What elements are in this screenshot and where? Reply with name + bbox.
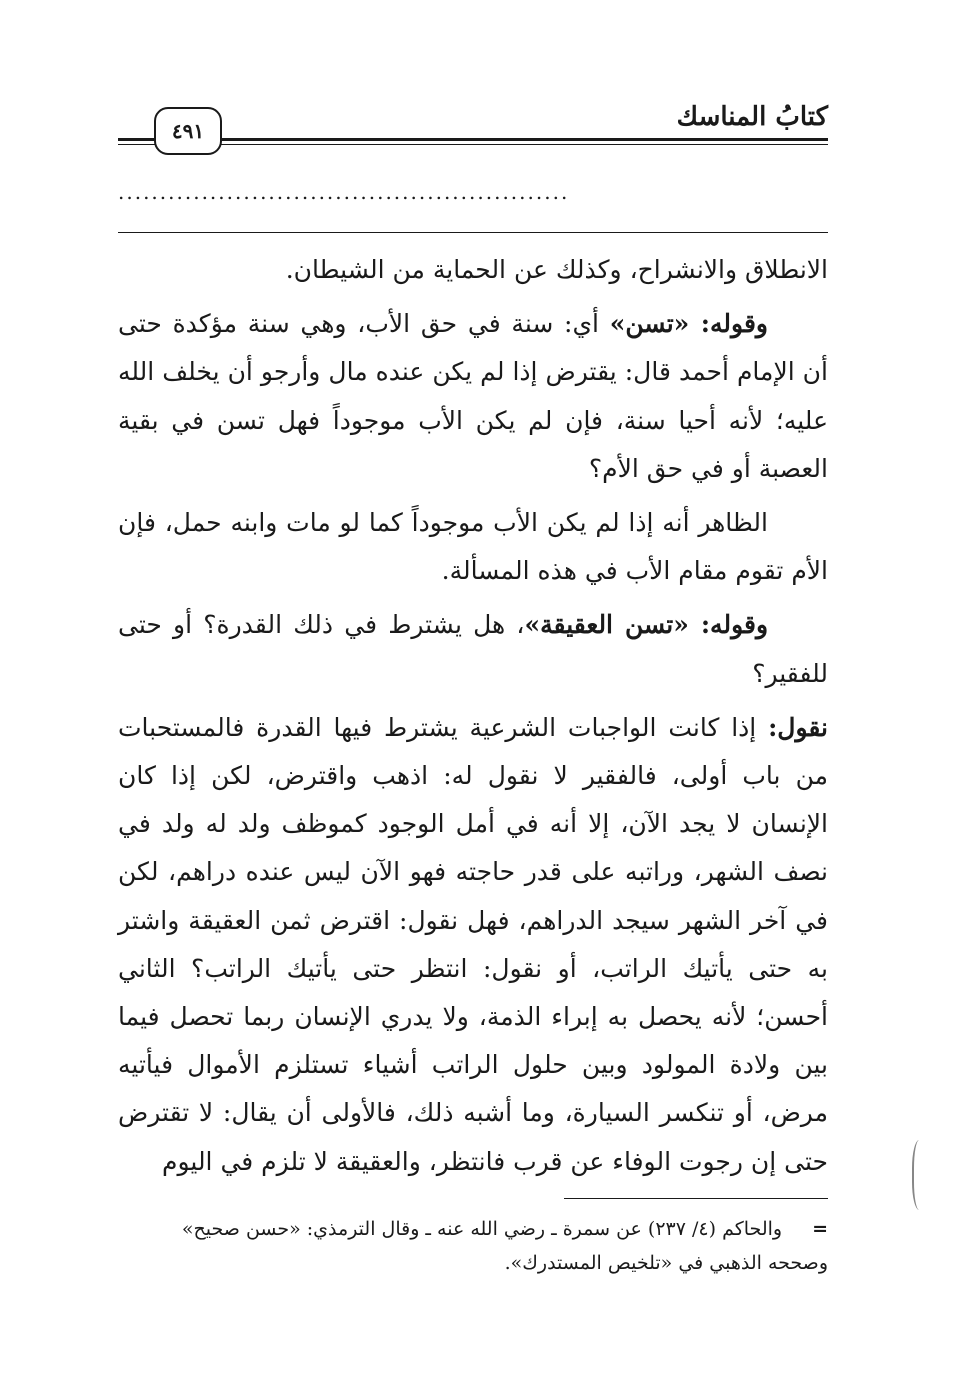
footnote-divider (564, 1198, 828, 1199)
top-divider (118, 232, 828, 233)
paragraph-lead: وقوله: «تسن» (609, 309, 768, 339)
paragraph-5 (118, 704, 828, 1186)
page-number: ٤٩١ (154, 107, 222, 155)
footnote-marker: = (812, 1218, 828, 1240)
separator-dots: ...................................................... (118, 180, 570, 204)
footnote-text: والحاكم (٤/ ٢٣٧) عن سمرة ـ رضي الله عنه ـ وقال الترمذي: «حسن صحيح» (181, 1218, 783, 1240)
paragraph-3 (118, 499, 828, 595)
paragraph-lead: نقول: (768, 712, 828, 742)
paragraph-text: أي: سنة في حق الأب، وهي سنة مؤكدة حتى أن الإمام أحمد قال: يقترض إذا لم يكن عنده مال وأرجو أن يخلف الله عليه؛ لأنه أحيا سنة، فإن لم يكن الأب موجوداً فهل تسن في بقية العصبة أو في حق الأم؟ (118, 309, 828, 483)
book-title: كتابُ المناسك (676, 102, 828, 132)
header-rule-thin (118, 144, 828, 145)
footnote (118, 1212, 828, 1280)
header-rule-thick (118, 138, 828, 141)
paragraph-2 (118, 300, 828, 493)
footnote-text: وصححه الذهبي في «تلخيص المستدرك». (504, 1252, 828, 1274)
paragraph-4 (118, 601, 828, 697)
page-header (118, 100, 828, 160)
paragraph-1 (118, 246, 828, 294)
footnote-line-1 (118, 1212, 828, 1246)
paragraph-lead: وقوله: «تسن العقيقة» (524, 610, 769, 640)
paragraph-text: ، هل يشترط في ذلك القدرة؟ أو حتى للفقير؟ (118, 610, 828, 688)
paragraph-text: إذا كانت الواجبات الشرعية يشترط فيها القدرة فالمستحبات من باب أولى، فالفقير لا نقول له: اذهب واقترض، لكن إذا كان الإنسان لا يجد الآن، إلا أنه في أمل الوجود كموظف ولد له ولد في نصف الشهر، وراتبه على قدر حاجته فهو الآن ليس عنده دراهم، لكن في آخر الشهر سيجد الدراهم، فهل نقول: اقترض ثمن العقيقة واشتر به حتى يأتيك الراتب، أو نقول: انتظر حتى يأتيك الراتب؟ الثاني أحسن؛ لأنه يحصل به إبراء الذمة، ولا يدري الإنسان ربما تحصل فيما بين ولادة المولود وبين حلول الراتب أشياء تستلزم الأموال فيأتيه مرض، أو تنكسر السيارة، وما أشبه ذلك، فالأولى أن يقال: لا تقترض حتى إن رجوت الوفاء عن قرب فانتظر، والعقيقة لا تلزم في اليوم (118, 712, 828, 1176)
footnote-line-2 (118, 1246, 828, 1280)
paragraph-text: الانطلاق والانشراح، وكذلك عن الحماية من الشيطان. (285, 255, 828, 284)
main-text (118, 246, 828, 1186)
paragraph-text: الظاهر أنه إذا لم يكن الأب موجوداً كما لو مات وابنه حمل، فإن الأم تقوم مقام الأب في هذه المسألة. (118, 508, 828, 586)
margin-bracket-mark (912, 1140, 930, 1210)
